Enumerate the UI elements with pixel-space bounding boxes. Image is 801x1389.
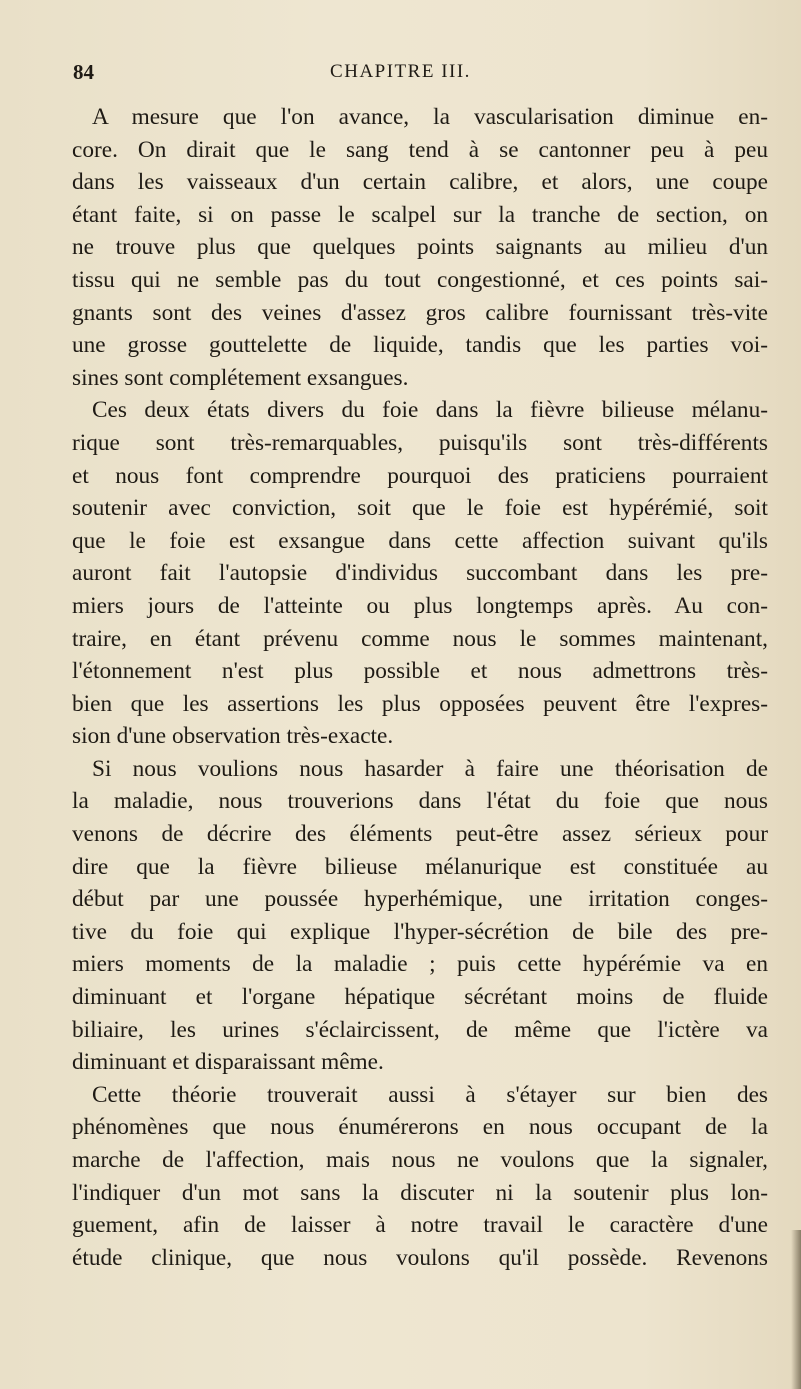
text-line: ne trouve plus que quelques points saignants au milieu d'un (72, 234, 768, 261)
text-line: début par une poussée hyperhémique, une irritation conges- (72, 886, 768, 913)
page-edge-shadow (791, 1230, 801, 1389)
page-number: 84 (73, 60, 94, 84)
text-line: guement, afin de laisser à notre travail le caractère d'une (72, 1212, 768, 1239)
text-line: étant faite, si on passe le scalpel sur la tranche de section, on (72, 201, 768, 228)
text-line: Ces deux états divers du foie dans la fièvre bilieuse mélanu- (92, 397, 768, 424)
text-line: soutenir avec conviction, soit que le foie est hypérémié, soit (72, 495, 768, 522)
running-head: CHAPITRE III. (330, 61, 471, 82)
text-line: dire que la fièvre bilieuse mélanurique est constituée au (72, 853, 768, 880)
text-line: une grosse gouttelette de liquide, tandis que les parties voi- (72, 332, 768, 359)
text-line: traire, en étant prévenu comme nous le sommes maintenant, (72, 625, 768, 652)
text-line: rique sont très-remarquables, puisqu'ils sont très-différents (72, 429, 768, 456)
text-line: étude clinique, que nous voulons qu'il possède. Revenons (72, 1244, 768, 1271)
text-line: dans les vaisseaux d'un certain calibre, et alors, une coupe (72, 169, 768, 196)
text-line: sion d'une observation très-exacte. (72, 723, 394, 750)
text-line: l'indiquer d'un mot sans la discuter ni la soutenir plus lon- (72, 1179, 768, 1206)
text-line: sines sont complétement exsangues. (72, 364, 409, 391)
text-line: venons de décrire des éléments peut-être assez sérieux pour (72, 821, 768, 848)
text-line: et nous font comprendre pourquoi des praticiens pourraient (72, 462, 768, 489)
text-line: tissu qui ne semble pas du tout congestionné, et ces points sai- (72, 266, 768, 293)
paragraph (72, 1079, 768, 1275)
text-line: miers moments de la maladie ; puis cette hypérémie va en (72, 951, 768, 978)
text-line: Si nous voulions nous hasarder à faire une théorisation de (92, 755, 768, 782)
text-line: miers jours de l'atteinte ou plus longtemps après. Au con- (72, 592, 768, 619)
paragraph (72, 394, 768, 753)
body-text (72, 101, 768, 1274)
text-line: bien que les assertions les plus opposées peuvent être l'expres- (72, 690, 768, 717)
text-line: auront fait l'autopsie d'individus succombant dans les pre- (72, 560, 768, 587)
text-line: diminuant et disparaissant même. (72, 1049, 384, 1076)
page-header (0, 60, 801, 90)
text-line: gnants sont des veines d'assez gros calibre fournissant très-vite (72, 299, 768, 326)
text-line: marche de l'affection, mais nous ne voulons que la signaler, (72, 1147, 768, 1173)
text-line: A mesure que l'on avance, la vascularisation diminue en- (92, 104, 768, 130)
text-line: Cette théorie trouverait aussi à s'étayer sur bien des (92, 1081, 768, 1108)
text-line: core. On dirait que le sang tend à se cantonner peu à peu (72, 136, 768, 163)
text-line: la maladie, nous trouverions dans l'état du foie que nous (72, 788, 768, 815)
text-line: biliaire, les urines s'éclaircissent, de même que l'ictère va (72, 1016, 768, 1043)
text-line: tive du foie qui explique l'hyper-sécrétion de bile des pre- (72, 918, 768, 945)
text-line: l'étonnement n'est plus possible et nous admettrons très- (72, 658, 768, 685)
text-line: phénomènes que nous énumérerons en nous occupant de la (72, 1114, 768, 1141)
paragraph (72, 101, 768, 394)
paragraph (72, 753, 768, 1079)
text-line: que le foie est exsangue dans cette affection suivant qu'ils (72, 527, 768, 554)
text-line: diminuant et l'organe hépatique sécrétant moins de fluide (72, 984, 768, 1011)
